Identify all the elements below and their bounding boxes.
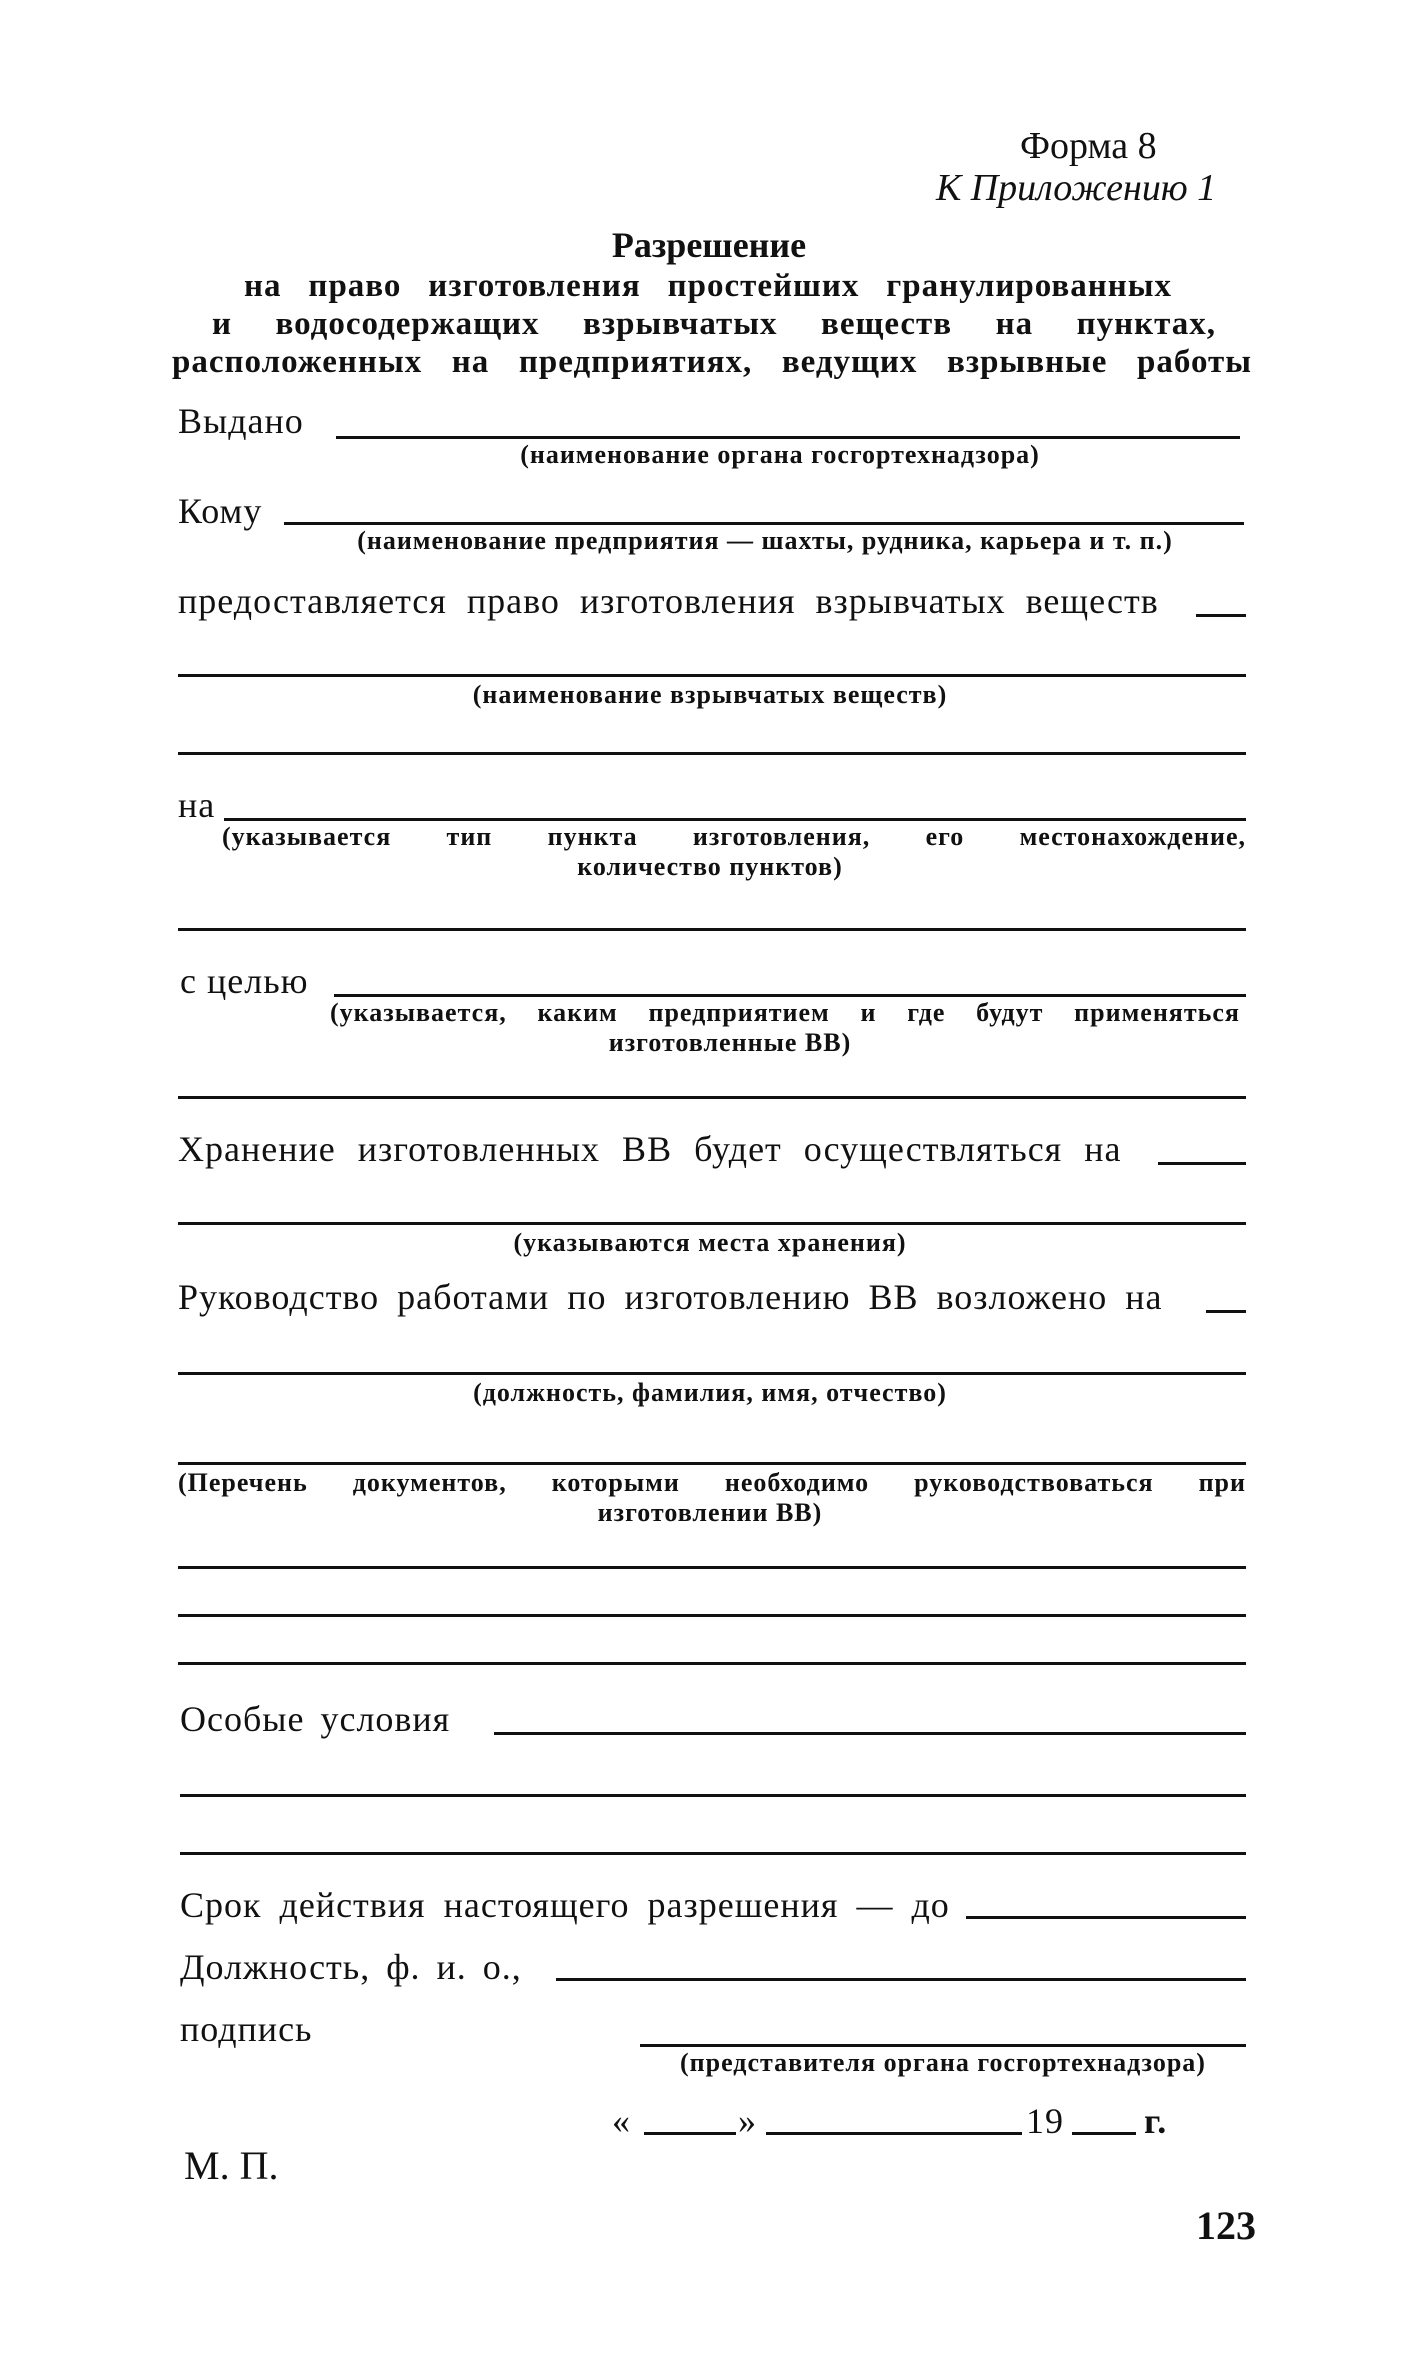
appendix-reference: К Приложению 1 [936, 167, 1217, 209]
signature-caption: (представителя органа госгортехнадзора) [680, 2048, 1206, 2077]
date-year-prefix: 19 [1026, 2101, 1064, 2141]
date-year-suffix: г. [1144, 2101, 1168, 2141]
point-caption-line-1-text: (указывается тип пункта изготовления, его местонахождение, [222, 822, 1246, 851]
title-line-2 [212, 306, 1216, 343]
to-whom-label: Кому [178, 491, 263, 531]
title-line-1 [244, 268, 1172, 305]
date-month-field[interactable] [766, 2132, 1022, 2135]
point-field-2[interactable] [178, 928, 1246, 931]
special-conditions-field-3[interactable] [180, 1852, 1246, 1855]
signature-label: подпись [180, 2009, 313, 2049]
issued-label: Выдано [178, 401, 304, 441]
documents-field[interactable] [178, 1462, 1246, 1465]
storage-inline-field[interactable] [1158, 1162, 1246, 1165]
purpose-label: с целью [180, 961, 309, 1001]
on-field[interactable] [224, 818, 1246, 821]
document-title: Разрешение [611, 225, 807, 265]
storage-field[interactable] [178, 1222, 1246, 1225]
issued-field[interactable] [336, 436, 1240, 439]
purpose-caption-line-2: изготовленные ВВ) [608, 1028, 852, 1057]
documents-field-3[interactable] [178, 1614, 1246, 1617]
documents-caption-line-1-text: (Перечень документов, которыми необходимо руководствоваться при [178, 1468, 1246, 1497]
date-day-field[interactable] [644, 2132, 736, 2135]
special-conditions-field[interactable] [494, 1732, 1246, 1735]
form-number: Форма 8 [1020, 125, 1157, 167]
management-text: Руководство работами по изготовлению ВВ возложено на [178, 1277, 1163, 1317]
explosives-field[interactable] [178, 674, 1246, 677]
signature-field[interactable] [640, 2044, 1246, 2047]
special-conditions-field-2[interactable] [180, 1794, 1246, 1797]
position-label: Должность, ф. и. о., [180, 1947, 522, 1987]
explosives-field-2[interactable] [178, 752, 1246, 755]
documents-caption-line-2: изготовлении ВВ) [597, 1498, 823, 1527]
point-caption-line-2: количество пунктов) [577, 852, 843, 881]
documents-field-4[interactable] [178, 1662, 1246, 1665]
explosives-caption: (наименование взрывчатых веществ) [472, 680, 948, 709]
validity-field[interactable] [966, 1916, 1246, 1919]
validity-text: Срок действия настоящего разрешения — до [180, 1885, 950, 1925]
title-line-2-text: и водосодержащих взрывчатых веществ на пунктах, [212, 306, 1216, 342]
management-caption: (должность, фамилия, имя, отчество) [473, 1378, 947, 1407]
to-whom-caption: (наименование предприятия — шахты, рудника, карьера и т. п.) [357, 526, 1173, 555]
to-whom-field[interactable] [284, 522, 1244, 525]
date-close-quote: » [738, 2101, 757, 2141]
title-line-3 [172, 344, 1252, 381]
right-inline-field[interactable] [1196, 614, 1246, 617]
date-open-quote: « [612, 2101, 631, 2141]
documents-caption-line-1 [178, 1468, 1246, 1498]
purpose-caption-line-1-text: (указывается, каким предприятием и где будут применяться [330, 998, 1240, 1027]
management-field[interactable] [178, 1372, 1246, 1375]
special-conditions-label: Особые условия [180, 1699, 451, 1739]
seal-label: М. П. [184, 2143, 279, 2188]
storage-caption: (указываются места хранения) [513, 1228, 907, 1257]
issued-caption: (наименование органа госгортехнадзора) [520, 440, 1040, 469]
title-line-1-text: на право изготовления простейших гранулированных [244, 268, 1172, 304]
right-text: предоставляется право изготовления взрывчатых веществ [178, 581, 1159, 621]
documents-field-2[interactable] [178, 1566, 1246, 1569]
position-field[interactable] [556, 1978, 1246, 1981]
page-number: 123 [1196, 2203, 1256, 2248]
purpose-field-2[interactable] [178, 1096, 1246, 1099]
purpose-caption-line-1 [330, 998, 1240, 1028]
title-line-3-text: расположенных на предприятиях, ведущих взрывные работы [172, 344, 1252, 380]
on-label: на [178, 785, 216, 825]
management-inline-field[interactable] [1206, 1310, 1246, 1313]
date-year-field[interactable] [1072, 2132, 1136, 2135]
storage-text: Хранение изготовленных ВВ будет осуществляться на [178, 1129, 1122, 1169]
point-caption-line-1 [222, 822, 1246, 852]
purpose-field[interactable] [334, 994, 1246, 997]
